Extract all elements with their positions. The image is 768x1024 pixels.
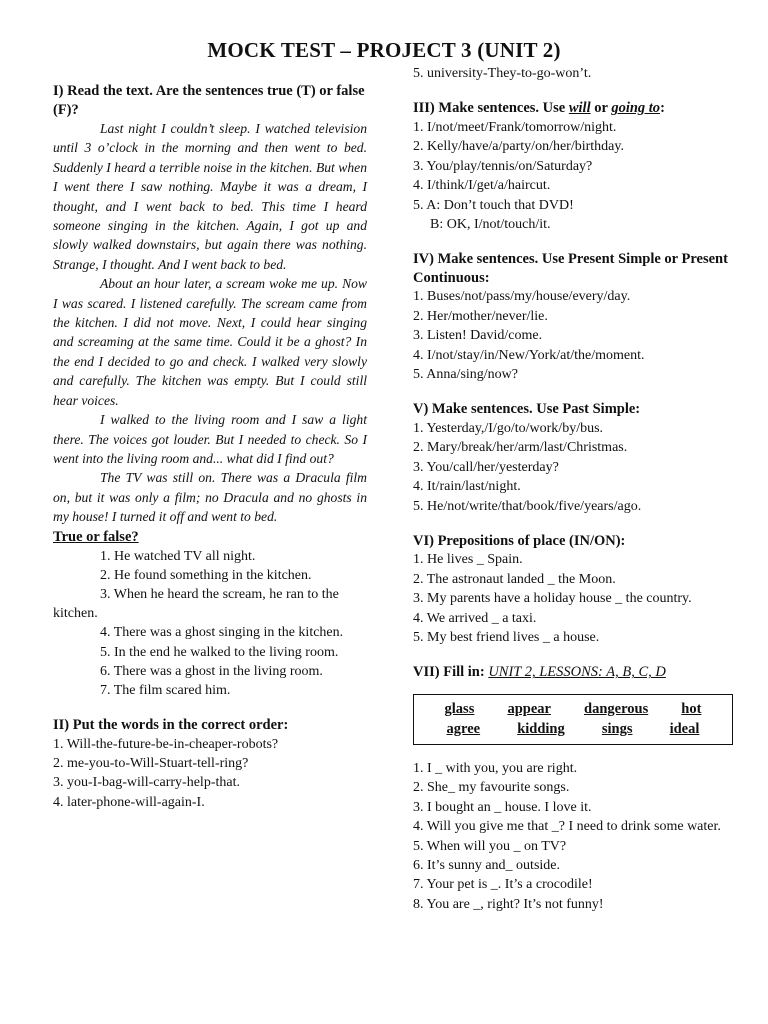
- will-item: 2. Kelly/have/a/party/on/her/birthday.: [413, 139, 624, 155]
- preposition-item: 1. He lives _ Spain.: [413, 552, 523, 568]
- fill-item: 8. You are _, right? It’s not funny!: [413, 896, 604, 912]
- past-item: 3. You/call/her/yesterday?: [413, 459, 559, 475]
- section1-heading: I) Read the text. Are the sentences true (T) or false (F)?: [53, 83, 365, 118]
- present-item: 3. Listen! David/come.: [413, 328, 543, 344]
- will-item: 3. You/play/tennis/on/Saturday?: [413, 158, 593, 174]
- section4-heading: IV) Make sentences. Use Present Simple or Present Continuous:: [413, 251, 728, 286]
- tf-item: 6. There was a ghost in the living room.: [100, 663, 323, 679]
- colon: :: [660, 100, 665, 117]
- fill-item: 1. I _ with you, you are right.: [413, 760, 578, 776]
- word-bank-word: kidding: [517, 720, 565, 737]
- fill-in-label: VII) Fill in:: [413, 664, 485, 681]
- order-item: 1. Will-the-future-be-in-cheaper-robots?: [53, 736, 279, 752]
- present-item: 2. Her/mother/never/lie.: [413, 308, 548, 324]
- word-bank-word: ideal: [669, 720, 700, 737]
- tf-item: 2. He found something in the kitchen.: [100, 567, 312, 583]
- present-item: 1. Buses/not/pass/my/house/every/day.: [413, 289, 631, 305]
- present-item: 5. Anna/sing/now?: [413, 366, 518, 382]
- fill-item: 5. When will you _ on TV?: [413, 838, 567, 854]
- will-keyword: will: [568, 100, 591, 117]
- order-item: 2. me-you-to-Will-Stuart-tell-ring?: [53, 756, 249, 772]
- word-bank-word: dangerous: [584, 700, 649, 717]
- past-item: 2. Mary/break/her/arm/last/Christmas.: [413, 440, 628, 456]
- present-item: 4. I/not/stay/in/New/York/at/the/moment.: [413, 347, 645, 363]
- word-bank-word: appear: [507, 700, 551, 717]
- preposition-item: 4. We arrived _ a taxi.: [413, 610, 537, 626]
- word-bank-word: agree: [446, 720, 481, 737]
- reading-text: [53, 119, 367, 527]
- word-bank-word: hot: [681, 700, 702, 717]
- section2-heading: II) Put the words in the correct order:: [53, 717, 289, 734]
- word-bank-word: glass: [444, 700, 475, 717]
- section3-heading-prefix: III) Make sentences. Use: [413, 100, 569, 117]
- order-item: 3. you-I-bag-will-carry-help-that.: [53, 775, 240, 791]
- fill-item: 4. Will you give me that _? I need to drink some water.: [413, 819, 721, 835]
- past-item: 1. Yesterday,/I/go/to/work/by/bus.: [413, 420, 604, 436]
- going-to-keyword: going to: [611, 100, 661, 117]
- tf-item: 1. He watched TV all night.: [100, 548, 256, 564]
- word-bank-row: [414, 699, 732, 719]
- preposition-item: 5. My best friend lives _ a house.: [413, 630, 600, 646]
- tf-item: 3. When he heard the scream, he ran to the kitchen.: [53, 586, 339, 622]
- fill-in-subheading: UNIT 2, LESSONS: A, B, C, D: [488, 664, 666, 681]
- right-column: [413, 64, 738, 914]
- preposition-item: 3. My parents have a holiday house _ the country.: [413, 591, 692, 607]
- reading-paragraph: The TV was still on. There was a Dracula film on, but it was only a film; no Dracula and no ghosts in my house! I turned it off and went to bed.: [53, 470, 367, 525]
- past-item: 5. He/not/write/that/book/five/years/ago.: [413, 498, 642, 514]
- will-item: 5. A: Don’t touch that DVD!: [413, 197, 574, 213]
- page-title: MOCK TEST – PROJECT 3 (UNIT 2): [207, 38, 561, 62]
- section6-heading: VI) Prepositions of place (IN/ON):: [413, 532, 626, 549]
- fill-item: 2. She_ my favourite songs.: [413, 780, 570, 796]
- word-bank-row: [414, 719, 732, 739]
- left-column: [53, 82, 367, 812]
- will-item: 1. I/not/meet/Frank/tomorrow/night.: [413, 119, 617, 135]
- fill-item: 7. Your pet is _. It’s a crocodile!: [413, 877, 593, 893]
- section7-heading: [413, 663, 738, 682]
- true-false-list: [53, 547, 367, 701]
- order-item: 5. university-They-to-go-won’t.: [413, 66, 592, 81]
- true-false-heading: True or false?: [53, 528, 139, 545]
- word-bank-word: sings: [601, 720, 633, 737]
- tf-item: 7. The film scared him.: [100, 682, 231, 698]
- order-item: 4. later-phone-will-again-I.: [53, 794, 205, 810]
- section5-heading: V) Make sentences. Use Past Simple:: [413, 401, 641, 418]
- will-item: B: OK, I/not/touch/it.: [430, 216, 551, 232]
- past-item: 4. It/rain/last/night.: [413, 479, 521, 495]
- section3-heading: [413, 99, 738, 118]
- reading-paragraph: I walked to the living room and I saw a light there. The voices got louder. But I needed to check. So I went into the living room and... what did I find out?: [53, 412, 367, 466]
- or-word: or: [590, 100, 612, 117]
- preposition-item: 2. The astronaut landed _ the Moon.: [413, 571, 616, 587]
- reading-paragraph: Last night I couldn’t sleep. I watched television until 3 o’clock in the morning and then went to bed. Suddenly I heard a terrible noise in the kitchen. But when I went there I saw nothing. Maybe it was a dream, I thought, and I went back to bed. This time I heard someone singing in the kitchen. Again, I got up and slowly walked downstairs, but again there was nothing. Strange, I thought. And I went back to bed.: [53, 121, 367, 272]
- tf-item: 4. There was a ghost singing in the kitchen.: [100, 625, 344, 641]
- will-item: 4. I/think/I/get/a/haircut.: [413, 178, 551, 194]
- reading-paragraph: About an hour later, a scream woke me up. Now I was scared. I listened carefully. The scream came from the kitchen. I did not move. Next, I could hear singing and screaming at the same time. Could it be a ghost? In the end I decided to go and check. I walked very slowly and carefully. The kitchen was empty. But I could still hear voices.: [53, 276, 367, 408]
- fill-item: 3. I bought an _ house. I love it.: [413, 799, 592, 815]
- fill-item: 6. It’s sunny and_ outside.: [413, 857, 560, 873]
- word-bank-box: [413, 694, 733, 745]
- tf-item: 5. In the end he walked to the living room.: [100, 644, 339, 660]
